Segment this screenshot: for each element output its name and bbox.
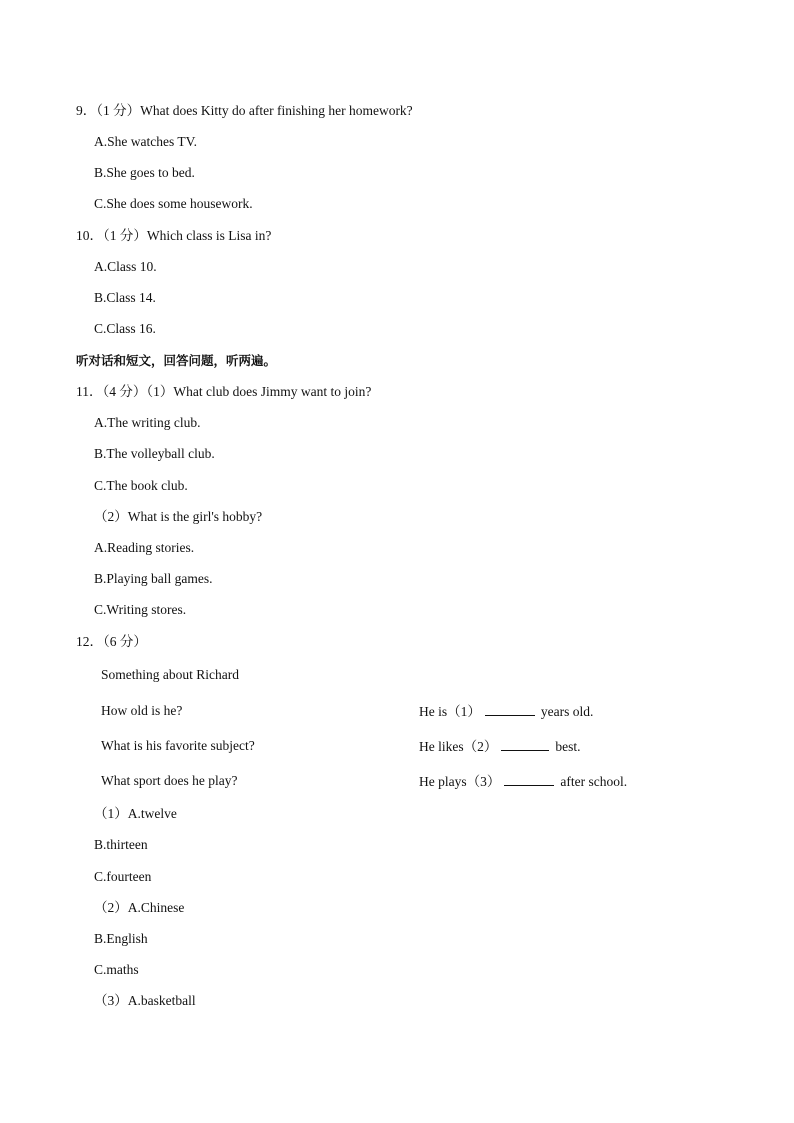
question-12-1-option-c: C.fourteen [94,869,152,884]
question-10-option-c: C.Class 16. [94,321,156,336]
question-10-stem: 10．（1 分）Which class is Lisa in? [76,228,272,243]
table-row-3-answer-after: after school. [560,774,628,789]
question-12-3-option-a: （3）A.basketball [94,993,196,1008]
answer-blank-1 [485,703,535,716]
question-12-1-option-a: （1）A.twelve [94,806,177,821]
question-12-1-option-b: B.thirteen [94,837,148,852]
question-11-2-option-b: B.Playing ball games. [94,571,213,586]
question-12-2-option-a: （2）A.Chinese [94,900,185,915]
table-row-1-answer-before: He is（1） [419,704,481,719]
question-9-option-c: C.She does some housework. [94,196,253,211]
table-row-2-answer-after: best. [555,739,581,754]
question-11-stem: 11．（4 分）（1）What club does Jimmy want to join? [76,384,372,399]
question-11-1-option-b: B.The volleyball club. [94,446,215,461]
question-12-2-option-b: B.English [94,931,148,946]
answer-blank-2 [501,738,549,751]
question-10-option-a: A.Class 10. [94,259,157,274]
table-row-1-answer-after: years old. [540,704,594,719]
question-9-stem: 9．（1 分）What does Kitty do after finishing her homework? [76,103,413,118]
question-11-2-option-a: A.Reading stories. [94,540,195,555]
table-row-3-answer-before: He plays（3） [419,774,501,789]
question-11-2-stem: （2）What is the girl's hobby? [94,509,263,524]
table-row-2-answer-before: He likes（2） [419,739,498,754]
table-title: Something about Richard [101,667,239,682]
question-11-2-option-c: C.Writing stores. [94,602,187,617]
section-instruction: 听对话和短文，回答问题，听两遍。 [76,353,277,368]
table-row-2-answer [419,738,581,755]
question-9-option-b: B.She goes to bed. [94,165,195,180]
question-12-stem: 12．（6 分） [76,634,147,649]
table-row-2-question: What is his favorite subject? [101,738,255,753]
question-9-option-a: A.She watches TV. [94,134,197,149]
table-row-3-answer [419,773,627,790]
answer-blank-3 [504,773,554,786]
table-row-1-answer [419,703,593,720]
table-row-3-question: What sport does he play? [101,773,238,788]
question-11-1-option-a: A.The writing club. [94,415,201,430]
question-12-2-option-c: C.maths [94,962,139,977]
question-10-option-b: B.Class 14. [94,290,156,305]
question-11-1-option-c: C.The book club. [94,478,188,493]
table-row-1-question: How old is he? [101,703,183,718]
